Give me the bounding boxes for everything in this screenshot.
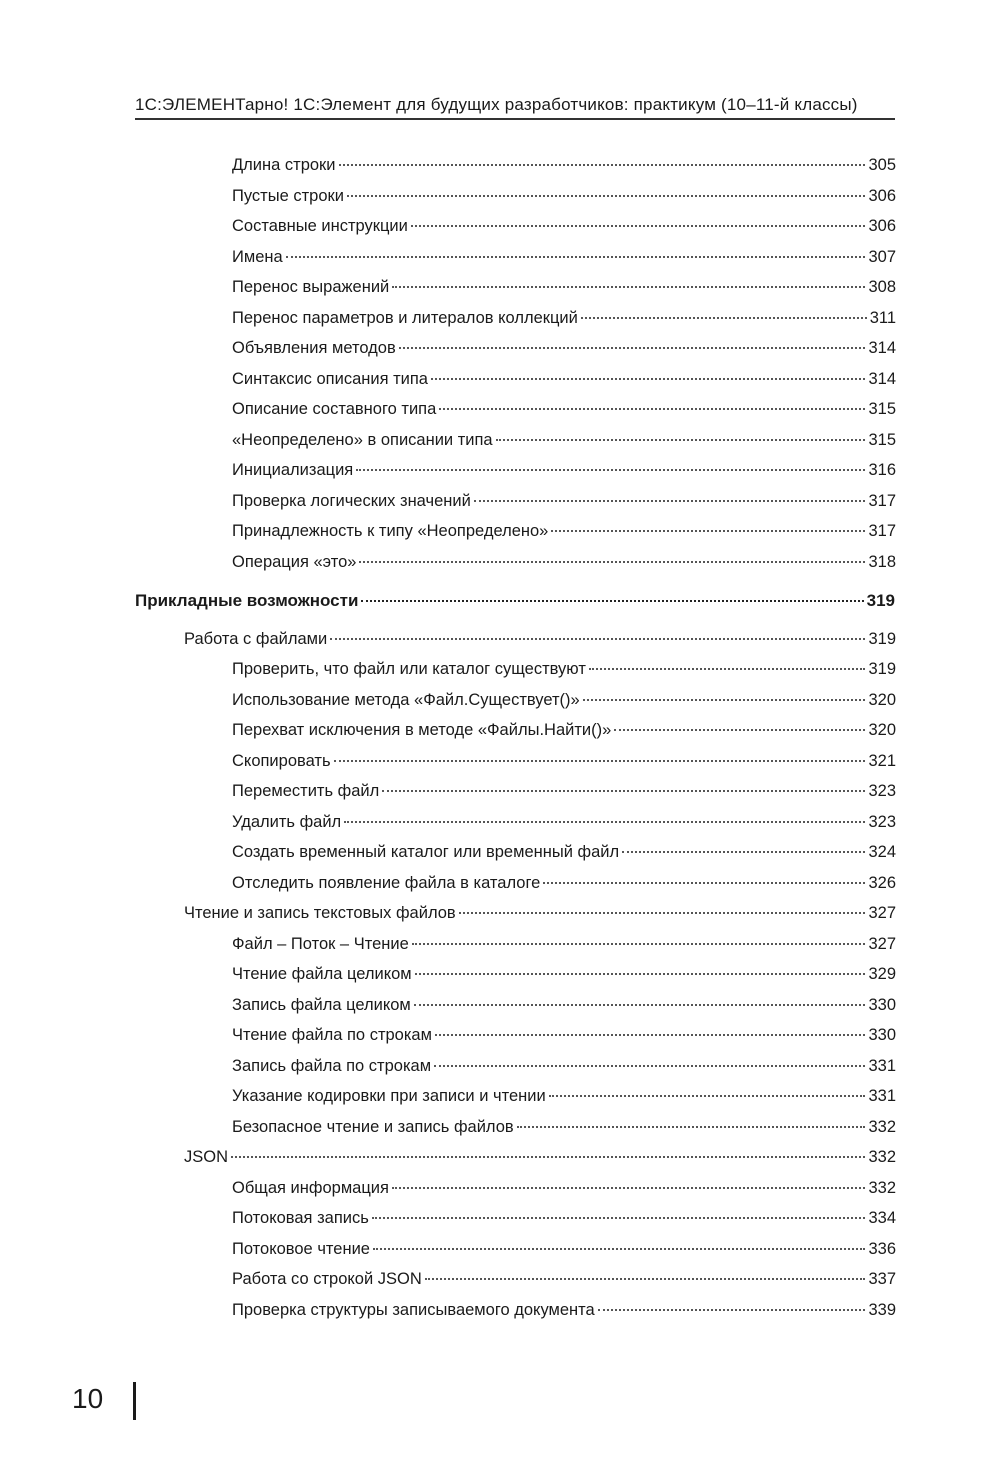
toc-entry-page: 327 xyxy=(868,934,896,953)
toc-entry-page: 337 xyxy=(868,1270,896,1288)
toc-entry[interactable] xyxy=(232,1270,896,1296)
running-header: 1С:ЭЛЕМЕНТарно! 1С:Элемент для будущих разработчиков: практикум (10–11-й классы) xyxy=(135,95,895,120)
toc-entry-title: Перехват исключения в методе «Файлы.Найти()» xyxy=(232,721,612,739)
toc-entry-page: 317 xyxy=(868,491,896,510)
toc-entry-page: 315 xyxy=(868,430,896,449)
toc-entry-title: Скопировать xyxy=(232,751,331,770)
toc-entry[interactable] xyxy=(232,217,896,243)
toc-entry[interactable] xyxy=(232,782,896,808)
toc-entry-page: 319 xyxy=(868,629,896,648)
toc-entry[interactable] xyxy=(232,874,896,900)
toc-entry-title: JSON xyxy=(184,1148,229,1166)
toc-entry-page: 330 xyxy=(868,1026,896,1044)
toc-entry-page: 329 xyxy=(868,965,896,983)
toc-entry-page: 316 xyxy=(868,461,896,479)
toc-entry[interactable] xyxy=(232,813,896,839)
toc-entry-title: Чтение и запись текстовых файлов xyxy=(184,904,456,922)
toc-dot-leader xyxy=(392,286,865,288)
toc-dot-leader xyxy=(334,760,866,762)
toc-entry-title: Инициализация xyxy=(232,461,354,479)
toc-dot-leader xyxy=(434,1065,865,1067)
toc-entry[interactable] xyxy=(232,339,896,365)
toc-entry-title: Запись файла по строкам xyxy=(232,1056,432,1075)
page-number-divider xyxy=(133,1382,136,1420)
toc-dot-leader xyxy=(435,1034,866,1036)
toc-entry-title: Проверка логических значений xyxy=(232,491,471,510)
toc-dot-leader xyxy=(622,851,865,853)
toc-entry[interactable] xyxy=(232,752,896,778)
toc-dot-leader xyxy=(411,225,866,227)
toc-dot-leader xyxy=(382,790,865,792)
toc-entry[interactable] xyxy=(232,370,896,396)
toc-entry-page: 318 xyxy=(868,552,896,571)
toc-entry-title: Работа с файлами xyxy=(184,629,328,648)
toc-entry-page: 319 xyxy=(866,591,895,610)
toc-entry-title: Использование метода «Файл.Существует()» xyxy=(232,690,580,709)
toc-dot-leader xyxy=(356,469,865,471)
toc-entry-page: 332 xyxy=(868,1117,896,1136)
toc-entry-page: 330 xyxy=(868,995,896,1014)
toc-entry-title: Чтение файла по строкам xyxy=(232,1026,432,1044)
toc-entry-title: Объявления методов xyxy=(232,339,396,357)
toc-entry-page: 315 xyxy=(868,400,896,418)
toc-dot-leader xyxy=(517,1126,866,1128)
toc-entry-page: 320 xyxy=(868,721,896,739)
toc-dot-leader xyxy=(614,729,865,731)
toc-entry[interactable] xyxy=(232,1240,896,1266)
toc-entry-page: 320 xyxy=(868,690,896,709)
toc-entry[interactable] xyxy=(232,1118,896,1144)
toc-entry-page: 332 xyxy=(868,1148,896,1166)
toc-entry-page: 311 xyxy=(869,308,896,327)
toc-entry-title: Отследить появление файла в каталоге xyxy=(232,873,541,892)
toc-entry[interactable] xyxy=(232,1209,896,1235)
toc-dot-leader xyxy=(392,1187,866,1189)
toc-dot-leader xyxy=(399,347,866,349)
toc-entry-page: 327 xyxy=(868,904,896,922)
toc-entry-title: Потоковое чтение xyxy=(232,1239,370,1258)
toc-entry-title: Составные инструкции xyxy=(232,217,408,235)
toc-entry[interactable] xyxy=(232,965,896,991)
toc-entry[interactable] xyxy=(232,553,896,579)
toc-entry[interactable] xyxy=(184,904,896,930)
toc-entry[interactable] xyxy=(232,721,896,747)
toc-entry-title: Указание кодировки при записи и чтении xyxy=(232,1087,546,1105)
toc-entry-title: Запись файла целиком xyxy=(232,995,411,1014)
toc-entry-page: 321 xyxy=(868,751,896,770)
toc-entry-page: 305 xyxy=(868,156,896,174)
toc-entry-title: Прикладные возможности xyxy=(135,591,359,610)
toc-entry-title: Переместить файл xyxy=(232,782,380,800)
toc-dot-leader xyxy=(549,1095,866,1097)
toc-entry-title: Удалить файл xyxy=(232,812,342,831)
toc-entry-title: «Неопределено» в описании типа xyxy=(232,430,493,449)
toc-entry-title: Файл – Поток – Чтение xyxy=(232,934,409,953)
toc-dot-leader xyxy=(598,1309,866,1311)
toc-entry[interactable] xyxy=(232,660,896,686)
toc-dot-leader xyxy=(581,317,867,319)
toc-entry-title: Описание составного типа xyxy=(232,400,437,418)
toc-entry[interactable] xyxy=(232,248,896,274)
toc-entry-title: Пустые строки xyxy=(232,186,344,205)
toc-entry-page: 306 xyxy=(868,186,896,205)
toc-entry-page: 307 xyxy=(868,247,896,266)
toc-entry-page: 323 xyxy=(868,782,896,800)
toc-dot-leader xyxy=(330,638,865,640)
toc-entry-page: 339 xyxy=(868,1300,896,1319)
toc-entry[interactable] xyxy=(232,400,896,426)
toc-dot-leader xyxy=(339,164,866,166)
toc-entry-title: Проверка структуры записываемого документа xyxy=(232,1300,595,1319)
toc-entry-page: 326 xyxy=(868,873,896,892)
toc-entry-page: 334 xyxy=(868,1209,896,1227)
toc-entry-page: 319 xyxy=(868,660,896,678)
toc-entry-title: Перенос выражений xyxy=(232,278,390,296)
toc-dot-leader xyxy=(439,408,865,410)
toc-entry[interactable] xyxy=(232,156,896,182)
toc-entry-page: 331 xyxy=(868,1056,896,1075)
toc-dot-leader xyxy=(359,561,865,563)
toc-entry[interactable] xyxy=(232,843,896,869)
toc-entry[interactable] xyxy=(232,1057,896,1083)
toc-dot-leader xyxy=(496,439,866,441)
toc-dot-leader xyxy=(373,1248,865,1250)
toc-dot-leader xyxy=(589,668,866,670)
toc-dot-leader xyxy=(414,1004,866,1006)
toc-dot-leader xyxy=(474,500,866,502)
toc-entry[interactable] xyxy=(232,522,896,548)
toc-dot-leader xyxy=(231,1156,865,1158)
toc-entry-title: Чтение файла целиком xyxy=(232,965,412,983)
toc-dot-leader xyxy=(286,256,866,258)
toc-entry-title: Проверить, что файл или каталог существуют xyxy=(232,660,586,678)
toc-entry-title: Перенос параметров и литералов коллекций xyxy=(232,308,578,327)
toc-entry-title: Операция «это» xyxy=(232,552,357,571)
toc-entry[interactable] xyxy=(232,1301,896,1327)
toc-entry-page: 331 xyxy=(868,1087,896,1105)
toc-entry[interactable] xyxy=(232,1179,896,1205)
toc-dot-leader xyxy=(543,882,865,884)
toc-entry-page: 314 xyxy=(868,339,896,357)
toc-entry[interactable] xyxy=(232,996,896,1022)
toc-entry-page: 314 xyxy=(868,369,896,388)
toc-entry-title: Работа со строкой JSON xyxy=(232,1270,422,1288)
toc-dot-leader xyxy=(347,195,866,197)
toc-entry[interactable] xyxy=(232,691,896,717)
toc-entry[interactable] xyxy=(232,187,896,213)
toc-entry-title: Потоковая запись xyxy=(232,1209,369,1227)
toc-dot-leader xyxy=(415,973,866,975)
toc-entry[interactable] xyxy=(232,1026,896,1052)
page-number: 10 xyxy=(72,1383,104,1414)
toc-dot-leader xyxy=(459,912,866,914)
toc-dot-leader xyxy=(361,600,863,602)
toc-entry-page: 332 xyxy=(868,1178,896,1197)
toc-entry[interactable] xyxy=(232,492,896,518)
toc-dot-leader xyxy=(344,821,865,823)
toc-entry[interactable] xyxy=(232,278,896,304)
toc-entry-title: Создать временный каталог или временный файл xyxy=(232,843,620,861)
toc-section-heading[interactable] xyxy=(135,591,895,617)
toc-entry-title: Принадлежность к типу «Неопределено» xyxy=(232,522,549,540)
toc-entry-page: 308 xyxy=(868,278,896,296)
toc-entry-page: 336 xyxy=(868,1239,896,1258)
toc-entry-page: 324 xyxy=(868,843,896,861)
toc-dot-leader xyxy=(431,378,865,380)
toc-entry-title: Синтаксис описания типа xyxy=(232,369,428,388)
toc-entry[interactable] xyxy=(232,309,896,335)
toc-entry[interactable] xyxy=(232,461,896,487)
toc-entry-title: Имена xyxy=(232,247,283,266)
toc-entry-title: Безопасное чтение и запись файлов xyxy=(232,1117,514,1136)
toc-dot-leader xyxy=(425,1278,866,1280)
toc-dot-leader xyxy=(372,1217,866,1219)
toc-entry-page: 317 xyxy=(868,522,896,540)
toc-entry[interactable] xyxy=(232,431,896,457)
toc-entry-title: Общая информация xyxy=(232,1178,389,1197)
toc-dot-leader xyxy=(412,943,866,945)
toc-entry-page: 306 xyxy=(868,217,896,235)
toc-dot-leader xyxy=(551,530,865,532)
toc-entry[interactable] xyxy=(184,1148,896,1174)
toc-entry[interactable] xyxy=(232,935,896,961)
toc-dot-leader xyxy=(583,699,866,701)
toc-entry[interactable] xyxy=(184,630,896,656)
toc-entry-title: Длина строки xyxy=(232,156,336,174)
toc-entry[interactable] xyxy=(232,1087,896,1113)
toc-entry-page: 323 xyxy=(868,812,896,831)
